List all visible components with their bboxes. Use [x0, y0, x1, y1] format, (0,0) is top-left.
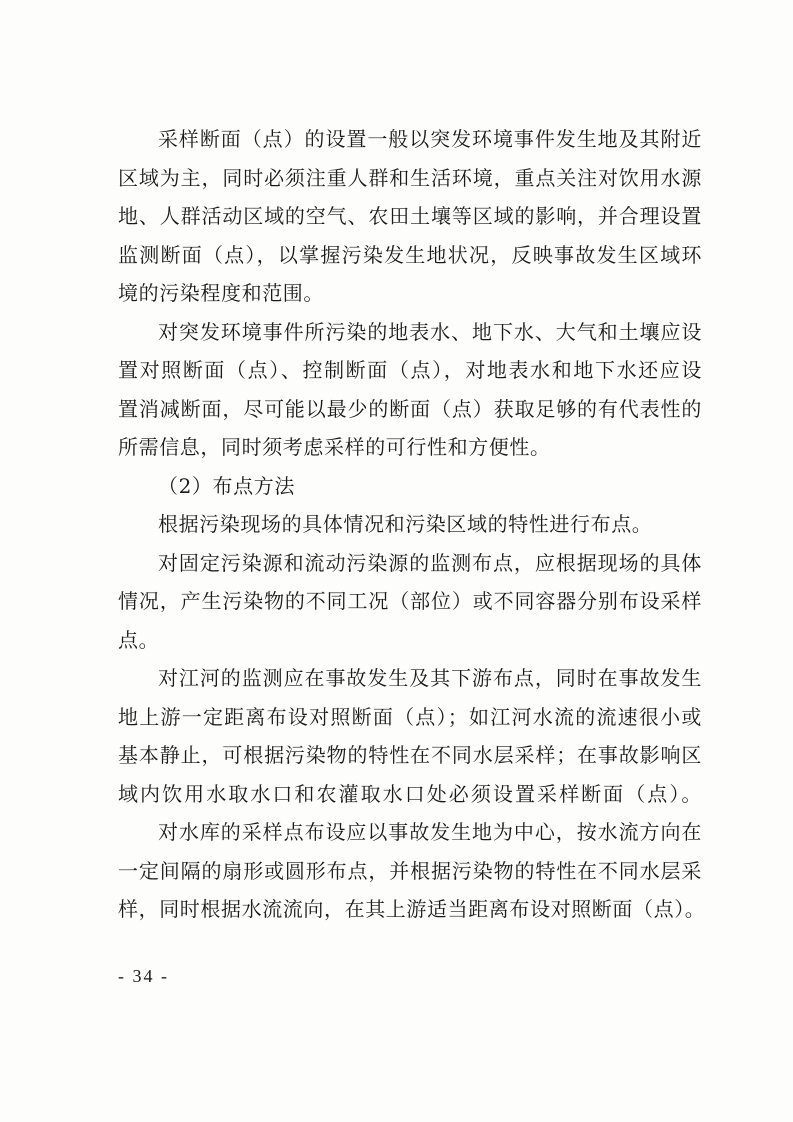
paragraph-line: 地、人群活动区域的空气、农田土壤等区域的影响，并合理设置 [118, 204, 702, 228]
paragraph-line: 对水库的采样点布设应以事故发生地为中心，按水流方向在 [158, 820, 702, 844]
paragraph-line: 置对照断面（点）、控制断面（点），对地表水和地下水还应设 [118, 358, 702, 382]
paragraph-line: 地上游一定距离布设对照断面（点）；如江河水流的流速很小或 [118, 704, 702, 729]
paragraph-line: 根据污染现场的具体情况和污染区域的特性进行布点。 [158, 512, 653, 536]
paragraph-line: 情况，产生污染物的不同工况（部位）或不同容器分别布设采样 [118, 589, 702, 613]
paragraph-line: 所需信息，同时须考虑采样的可行性和方便性。 [118, 435, 551, 459]
section-heading: （2）布点方法 [158, 473, 295, 498]
paragraph-line: 监测断面（点），以掌握污染发生地状况，反映事故发生区域环 [118, 242, 702, 267]
paragraph-line: 对江河的监测应在事故发生及其下游布点，同时在事故发生 [158, 666, 702, 690]
paragraph-line: 域内饮用水取水口和农灌取水口处必须设置采样断面（点）。 [118, 781, 702, 806]
paragraph-line: 样，同时根据水流流向，在其上游适当距离布设对照断面（点）。 [118, 897, 706, 921]
paragraph-line: 对突发环境事件所污染的地表水、地下水、大气和土壤应设 [158, 319, 702, 344]
paragraph-line: 基本静止，可根据污染物的特性在不同水层采样；在事故影响区 [118, 743, 702, 767]
paragraph-line: 区域为主，同时必须注重人群和生活环境，重点关注对饮用水源 [118, 165, 702, 190]
paragraph-line: 一定间隔的扇形或圆形布点，并根据污染物的特性在不同水层采 [118, 858, 702, 883]
paragraph-line: 境的污染程度和范围。 [118, 281, 324, 305]
paragraph-line: 置消减断面，尽可能以最少的断面（点）获取足够的有代表性的 [118, 396, 702, 421]
paragraph-line: 对固定污染源和流动污染源的监测布点，应根据现场的具体 [158, 550, 702, 575]
paragraph-line: 点。 [118, 627, 160, 652]
body-text [118, 120, 706, 929]
page-number: - 34 - [118, 966, 169, 986]
paragraph-line: 采样断面（点）的设置一般以突发环境事件发生地及其附近 [158, 127, 702, 151]
